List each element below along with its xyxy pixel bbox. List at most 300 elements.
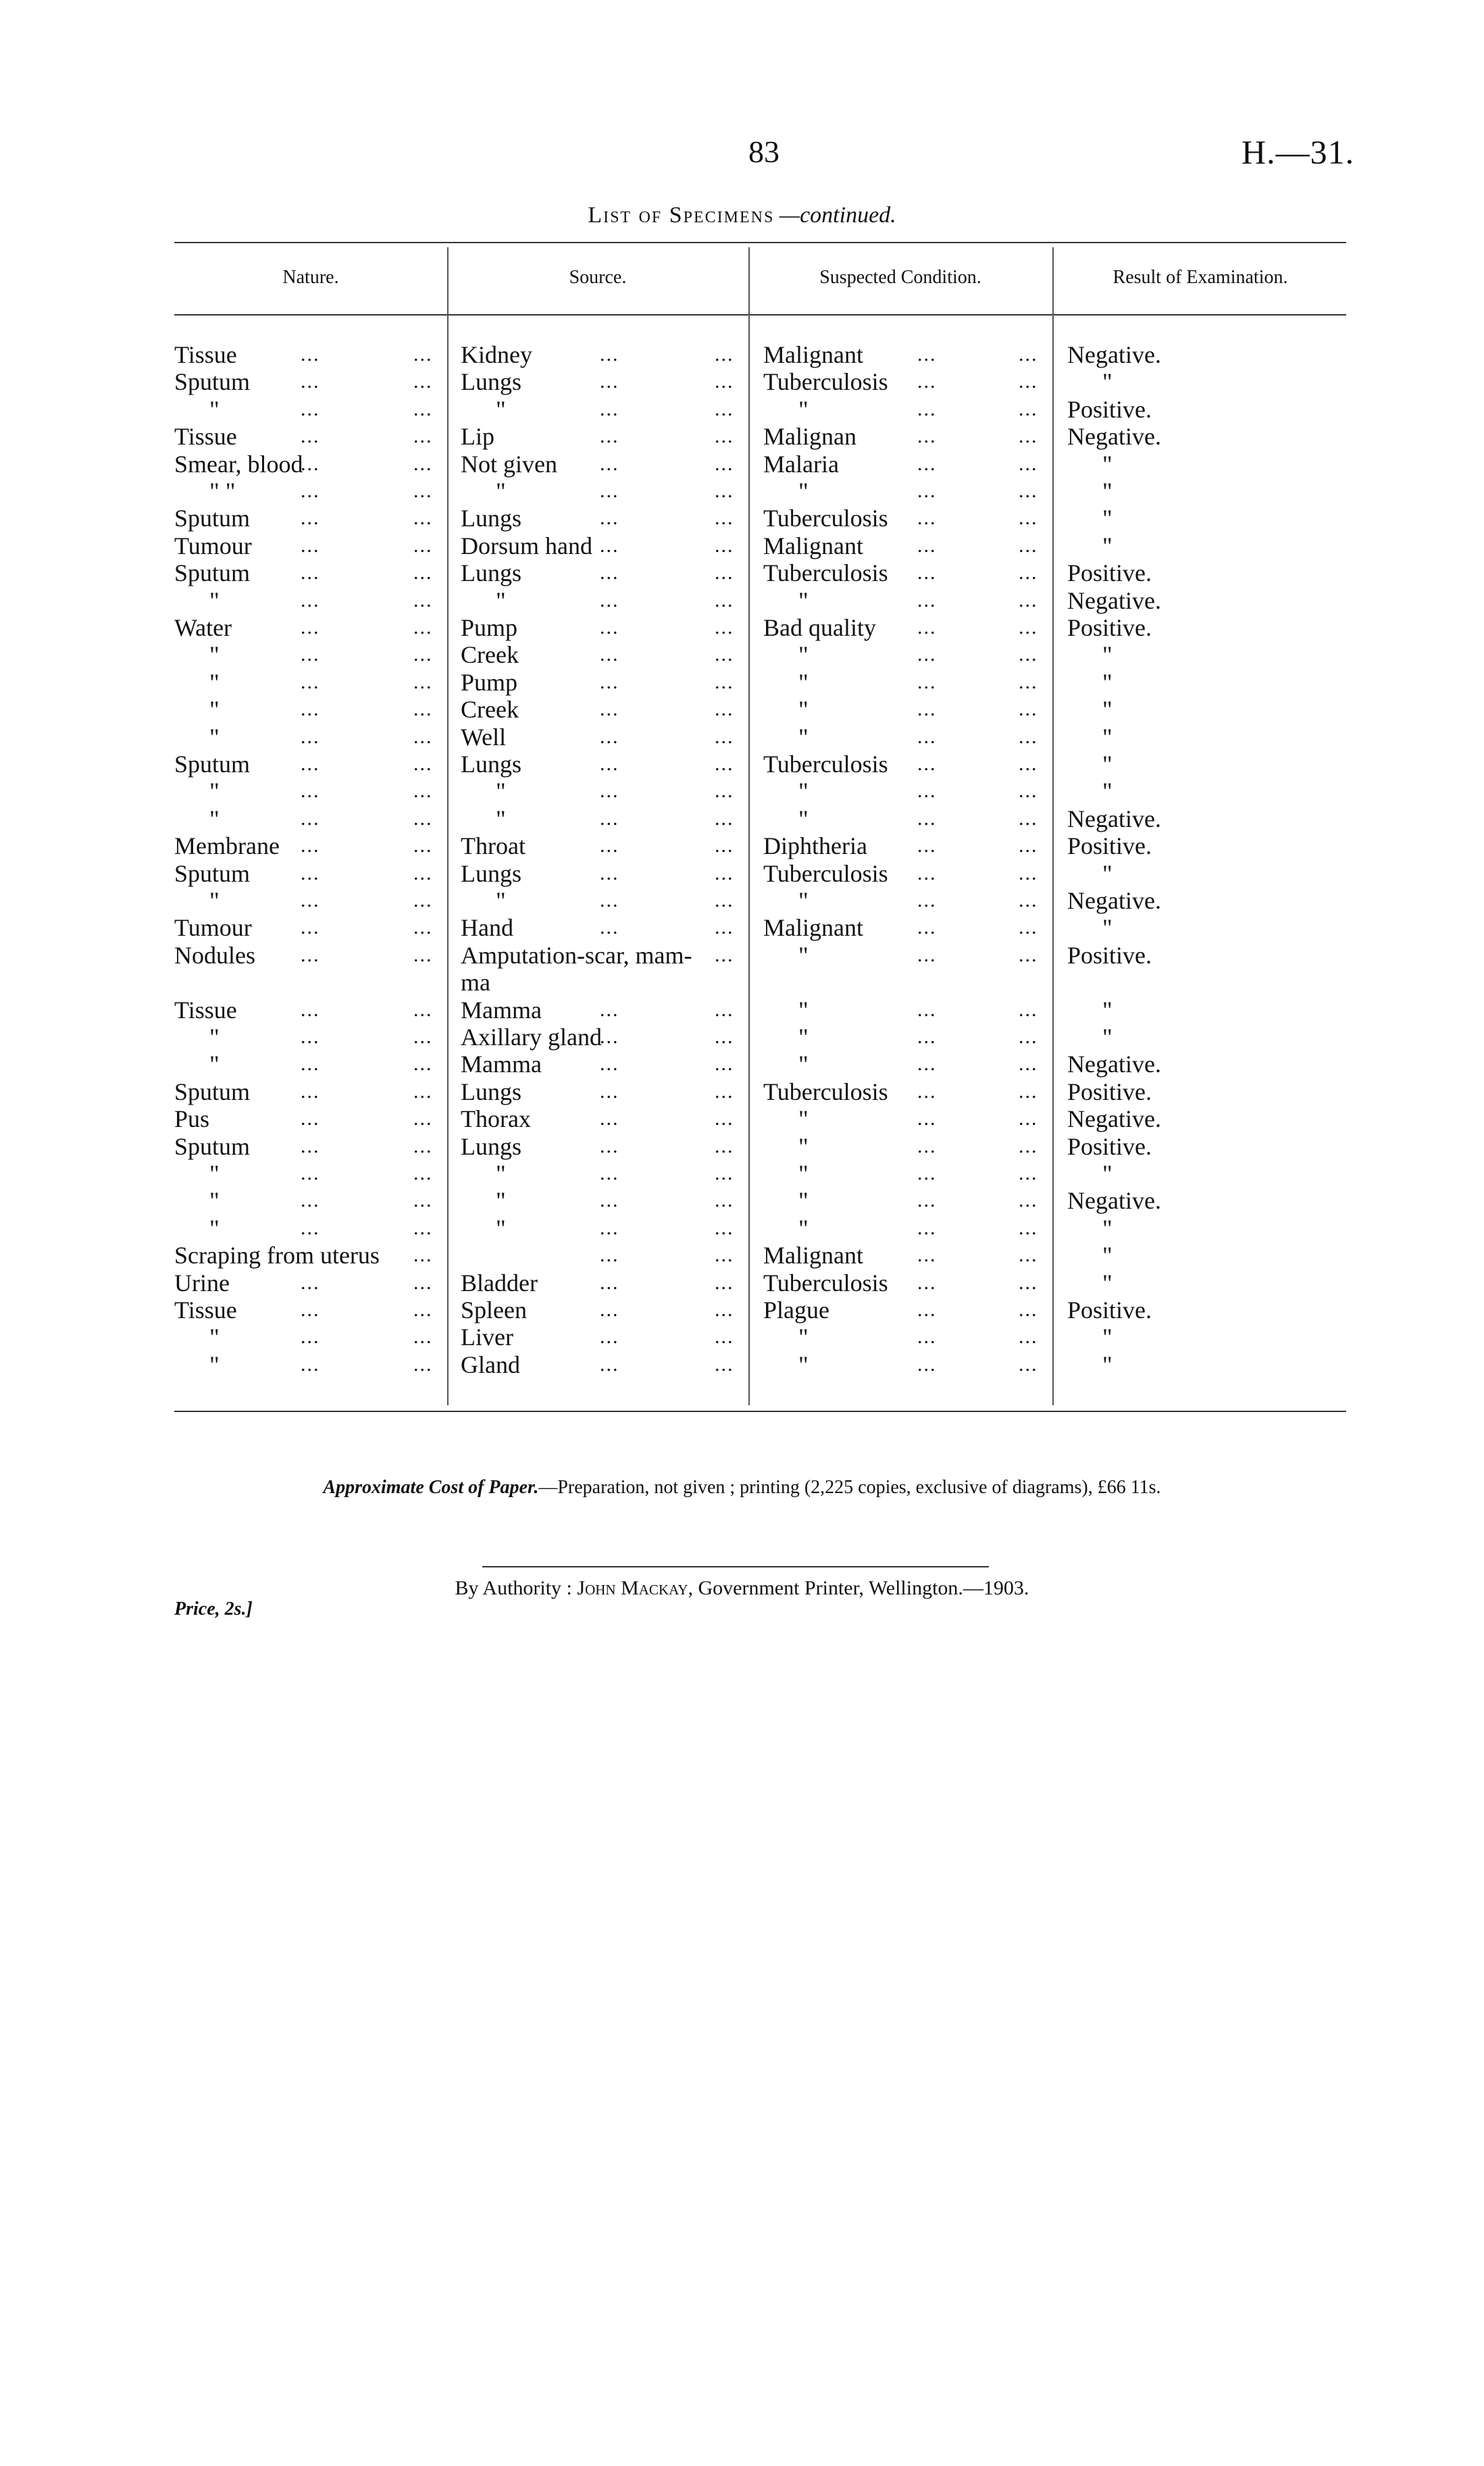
leader-dots: ... bbox=[301, 780, 320, 802]
cell-result: " bbox=[1102, 1351, 1112, 1378]
cell-source: Thorax bbox=[461, 1105, 531, 1132]
table-top-rule bbox=[174, 242, 1346, 243]
leader-dots: ... bbox=[301, 671, 320, 693]
leader-dots: ... bbox=[301, 698, 320, 720]
leader-dots: ... bbox=[600, 1272, 619, 1294]
leader-dots: ... bbox=[301, 916, 320, 938]
cell-condition: " bbox=[798, 641, 809, 668]
leader-dots: ... bbox=[715, 807, 734, 830]
leader-dots: ... bbox=[715, 643, 734, 665]
leader-dots: ... bbox=[600, 753, 619, 775]
table-row bbox=[0, 724, 1484, 751]
leader-dots: ... bbox=[715, 1162, 734, 1184]
leader-dots: ... bbox=[715, 1053, 734, 1075]
cost-note bbox=[0, 1477, 1484, 1499]
leader-dots: ... bbox=[600, 726, 619, 748]
leader-dots: ... bbox=[1019, 534, 1038, 557]
cell-source: Creek bbox=[461, 641, 519, 668]
table-row bbox=[0, 1242, 1484, 1269]
leader-dots: ... bbox=[917, 1299, 937, 1321]
cell-source: Lungs bbox=[461, 860, 521, 887]
cell-condition: Bad quality bbox=[763, 614, 876, 641]
leader-dots: ... bbox=[1019, 1162, 1038, 1184]
leader-dots: ... bbox=[1019, 507, 1038, 529]
cell-source: " bbox=[496, 1215, 506, 1242]
leader-dots: ... bbox=[301, 480, 320, 502]
leader-dots: ... bbox=[301, 616, 320, 638]
cell-result: " bbox=[1102, 1324, 1112, 1351]
cell-result: " bbox=[1102, 1215, 1112, 1242]
cell-result: " bbox=[1102, 696, 1112, 723]
leader-dots: ... bbox=[1019, 1189, 1038, 1211]
cell-nature: Scraping from uterus bbox=[174, 1242, 380, 1269]
leader-dots: ... bbox=[413, 1053, 433, 1075]
leader-dots: ... bbox=[600, 398, 619, 420]
cell-nature: " bbox=[209, 1024, 220, 1051]
leader-dots: ... bbox=[301, 753, 320, 775]
cell-source: Lungs bbox=[461, 1133, 521, 1160]
leader-dots: ... bbox=[917, 453, 937, 475]
table-row bbox=[0, 1351, 1484, 1378]
imprint-printer: John Mackay, bbox=[577, 1577, 693, 1599]
leader-dots: ... bbox=[1019, 643, 1038, 665]
leader-dots: ... bbox=[301, 1353, 320, 1376]
leader-dots: ... bbox=[917, 480, 937, 502]
leader-dots: ... bbox=[917, 889, 937, 911]
leader-dots: ... bbox=[917, 425, 937, 447]
table-row bbox=[0, 1324, 1484, 1351]
cell-condition: " bbox=[798, 587, 809, 614]
cell-condition: " bbox=[798, 669, 809, 696]
leader-dots: ... bbox=[715, 561, 734, 584]
leader-dots: ... bbox=[715, 589, 734, 611]
table-title-main: List of Specimens bbox=[588, 203, 775, 228]
leader-dots: ... bbox=[413, 1080, 433, 1103]
table-row bbox=[0, 614, 1484, 641]
cell-condition: " bbox=[798, 1324, 809, 1351]
cell-source: Kidney bbox=[461, 341, 532, 368]
table-row bbox=[0, 451, 1484, 478]
cell-nature: Sputum bbox=[174, 751, 251, 778]
leader-dots: ... bbox=[301, 889, 320, 911]
leader-dots: ... bbox=[917, 1217, 937, 1239]
leader-dots: ... bbox=[600, 425, 619, 447]
cell-condition: Diphtheria bbox=[763, 832, 867, 859]
cell-source: " bbox=[496, 1160, 506, 1187]
leader-dots: ... bbox=[1019, 616, 1038, 638]
table-row bbox=[0, 997, 1484, 1024]
table-row bbox=[0, 1297, 1484, 1324]
cell-nature: Membrane bbox=[174, 832, 280, 859]
leader-dots: ... bbox=[715, 862, 734, 884]
cell-result: " bbox=[1102, 751, 1112, 778]
leader-dots: ... bbox=[715, 425, 734, 447]
leader-dots: ... bbox=[600, 1080, 619, 1103]
leader-dots: ... bbox=[917, 1189, 937, 1211]
leader-dots: ... bbox=[413, 999, 433, 1021]
leader-dots: ... bbox=[413, 616, 433, 638]
leader-dots: ... bbox=[600, 507, 619, 529]
table-row bbox=[0, 914, 1484, 941]
cell-condition: Malignan bbox=[763, 423, 856, 450]
leader-dots: ... bbox=[715, 671, 734, 693]
cell-result: " bbox=[1102, 860, 1112, 887]
leader-dots: ... bbox=[1019, 1244, 1038, 1266]
cell-condition: " bbox=[798, 724, 809, 751]
leader-dots: ... bbox=[917, 1353, 937, 1376]
table-row bbox=[0, 478, 1484, 505]
leader-dots: ... bbox=[917, 1080, 937, 1103]
leader-dots: ... bbox=[413, 671, 433, 693]
cell-result: Positive. bbox=[1067, 1078, 1152, 1105]
cell-result: " bbox=[1102, 724, 1112, 751]
leader-dots: ... bbox=[1019, 671, 1038, 693]
leader-dots: ... bbox=[413, 1272, 433, 1294]
leader-dots: ... bbox=[600, 862, 619, 884]
leader-dots: ... bbox=[1019, 834, 1038, 857]
leader-dots: ... bbox=[301, 1162, 320, 1184]
leader-dots: ... bbox=[715, 1244, 734, 1266]
leader-dots: ... bbox=[917, 671, 937, 693]
leader-dots: ... bbox=[1019, 999, 1038, 1021]
leader-dots: ... bbox=[600, 343, 619, 366]
leader-dots: ... bbox=[600, 1135, 619, 1157]
leader-dots: ... bbox=[715, 1299, 734, 1321]
leader-dots: ... bbox=[600, 834, 619, 857]
leader-dots: ... bbox=[301, 425, 320, 447]
leader-dots: ... bbox=[1019, 1299, 1038, 1321]
leader-dots: ... bbox=[715, 343, 734, 366]
leader-dots: ... bbox=[600, 999, 619, 1021]
cell-result: " bbox=[1102, 641, 1112, 668]
cell-nature: Tissue bbox=[174, 997, 237, 1024]
cell-source: Well bbox=[461, 724, 507, 751]
cell-condition: " bbox=[798, 942, 809, 969]
leader-dots: ... bbox=[301, 1135, 320, 1157]
leader-dots: ... bbox=[413, 753, 433, 775]
cell-result: " bbox=[1102, 505, 1112, 532]
cell-condition: " bbox=[798, 1187, 809, 1214]
document-reference: H.—31. bbox=[1242, 133, 1355, 171]
cell-nature: " bbox=[209, 805, 220, 832]
cell-source: Gland bbox=[461, 1351, 520, 1378]
leader-dots: ... bbox=[413, 1026, 433, 1048]
leader-dots: ... bbox=[1019, 343, 1038, 366]
cell-condition: Tuberculosis bbox=[763, 505, 888, 532]
leader-dots: ... bbox=[413, 889, 433, 911]
table-row bbox=[0, 778, 1484, 805]
leader-dots: ... bbox=[917, 534, 937, 557]
cell-nature: Sputum bbox=[174, 1078, 251, 1105]
cell-result: " bbox=[1102, 1269, 1112, 1297]
table-row bbox=[0, 368, 1484, 395]
cell-condition: " bbox=[798, 696, 809, 723]
cell-source: Lungs bbox=[461, 751, 521, 778]
cell-nature: " bbox=[209, 1187, 220, 1214]
cell-source: Not given bbox=[461, 451, 557, 478]
cell-source: Bladder bbox=[461, 1269, 538, 1297]
table-row bbox=[0, 423, 1484, 450]
leader-dots: ... bbox=[1019, 807, 1038, 830]
leader-dots: ... bbox=[715, 1326, 734, 1348]
leader-dots: ... bbox=[715, 1189, 734, 1211]
leader-dots: ... bbox=[600, 1244, 619, 1266]
table-row bbox=[0, 1105, 1484, 1132]
cell-condition: " bbox=[798, 1133, 809, 1160]
cell-result: Negative. bbox=[1067, 1105, 1161, 1132]
leader-dots: ... bbox=[600, 1162, 619, 1184]
cell-condition: " bbox=[798, 1051, 809, 1078]
table-row bbox=[0, 1269, 1484, 1297]
leader-dots: ... bbox=[600, 453, 619, 475]
cell-result: Positive. bbox=[1067, 396, 1152, 423]
leader-dots: ... bbox=[1019, 425, 1038, 447]
leader-dots: ... bbox=[1019, 398, 1038, 420]
cell-condition: " bbox=[798, 805, 809, 832]
cell-nature: Sputum bbox=[174, 505, 251, 532]
leader-dots: ... bbox=[413, 1326, 433, 1348]
cell-result: Negative. bbox=[1067, 587, 1161, 614]
leader-dots: ... bbox=[301, 834, 320, 857]
cell-nature: " bbox=[209, 1160, 220, 1187]
cell-source: Lungs bbox=[461, 1078, 521, 1105]
leader-dots: ... bbox=[413, 780, 433, 802]
table-row bbox=[0, 860, 1484, 887]
leader-dots: ... bbox=[301, 534, 320, 557]
leader-dots: ... bbox=[1019, 889, 1038, 911]
cell-source: Lungs bbox=[461, 505, 521, 532]
leader-dots: ... bbox=[301, 589, 320, 611]
leader-dots: ... bbox=[600, 616, 619, 638]
cell-source: Creek bbox=[461, 696, 519, 723]
leader-dots: ... bbox=[917, 999, 937, 1021]
leader-dots: ... bbox=[1019, 370, 1038, 393]
leader-dots: ... bbox=[600, 671, 619, 693]
leader-dots: ... bbox=[715, 534, 734, 557]
leader-dots: ... bbox=[917, 780, 937, 802]
leader-dots: ... bbox=[1019, 780, 1038, 802]
cell-result: " bbox=[1102, 997, 1112, 1024]
leader-dots: ... bbox=[413, 1299, 433, 1321]
table-row bbox=[0, 505, 1484, 532]
cell-source: " bbox=[496, 778, 506, 805]
cell-condition: " bbox=[798, 1024, 809, 1051]
leader-dots: ... bbox=[917, 1162, 937, 1184]
cell-condition: Malaria bbox=[763, 451, 839, 478]
leader-dots: ... bbox=[413, 1244, 433, 1266]
cell-nature: " bbox=[209, 1051, 220, 1078]
leader-dots: ... bbox=[600, 643, 619, 665]
cell-condition: Tuberculosis bbox=[763, 860, 888, 887]
leader-dots: ... bbox=[1019, 1107, 1038, 1130]
leader-dots: ... bbox=[301, 999, 320, 1021]
table-row bbox=[0, 559, 1484, 586]
leader-dots: ... bbox=[600, 698, 619, 720]
leader-dots: ... bbox=[917, 807, 937, 830]
cell-condition: " bbox=[798, 997, 809, 1024]
leader-dots: ... bbox=[301, 561, 320, 584]
leader-dots: ... bbox=[715, 889, 734, 911]
header-bottom-rule bbox=[174, 314, 1346, 316]
leader-dots: ... bbox=[1019, 1053, 1038, 1075]
cell-condition: Tuberculosis bbox=[763, 559, 888, 586]
leader-dots: ... bbox=[413, 507, 433, 529]
leader-dots: ... bbox=[1019, 698, 1038, 720]
cell-result: Positive. bbox=[1067, 942, 1152, 969]
leader-dots: ... bbox=[600, 807, 619, 830]
leader-dots: ... bbox=[917, 370, 937, 393]
leader-dots: ... bbox=[917, 1272, 937, 1294]
cell-result: " bbox=[1102, 1160, 1112, 1187]
cell-result: Negative. bbox=[1067, 887, 1161, 914]
cell-result: Positive. bbox=[1067, 1133, 1152, 1160]
leader-dots: ... bbox=[600, 561, 619, 584]
cell-result: Negative. bbox=[1067, 1187, 1161, 1214]
leader-dots: ... bbox=[600, 589, 619, 611]
leader-dots: ... bbox=[600, 480, 619, 502]
leader-dots: ... bbox=[600, 1107, 619, 1130]
leader-dots: ... bbox=[917, 561, 937, 584]
cell-source: Throat bbox=[461, 832, 526, 859]
leader-dots: ... bbox=[600, 1217, 619, 1239]
leader-dots: ... bbox=[301, 1299, 320, 1321]
leader-dots: ... bbox=[413, 1217, 433, 1239]
leader-dots: ... bbox=[715, 398, 734, 420]
leader-dots: ... bbox=[413, 589, 433, 611]
cell-result: Positive. bbox=[1067, 559, 1152, 586]
table-row bbox=[0, 1024, 1484, 1051]
table-row bbox=[0, 1078, 1484, 1105]
cell-result: Positive. bbox=[1067, 1297, 1152, 1324]
leader-dots: ... bbox=[1019, 1080, 1038, 1103]
leader-dots: ... bbox=[600, 534, 619, 557]
leader-dots: ... bbox=[301, 370, 320, 393]
cell-source: Pump bbox=[461, 669, 518, 696]
leader-dots: ... bbox=[1019, 1353, 1038, 1376]
cell-nature: " bbox=[209, 696, 220, 723]
leader-dots: ... bbox=[715, 698, 734, 720]
table-row bbox=[0, 1215, 1484, 1242]
cell-source: Axillary gland bbox=[461, 1024, 602, 1051]
leader-dots: ... bbox=[715, 1353, 734, 1376]
leader-dots: ... bbox=[600, 370, 619, 393]
cell-result: " bbox=[1102, 778, 1112, 805]
leader-dots: ... bbox=[413, 343, 433, 366]
leader-dots: ... bbox=[917, 507, 937, 529]
price: Price, 2s.] bbox=[174, 1599, 253, 1619]
cell-nature: Pus bbox=[174, 1105, 210, 1132]
cell-source: Hand bbox=[461, 914, 513, 941]
leader-dots: ... bbox=[413, 916, 433, 938]
leader-dots: ... bbox=[600, 1053, 619, 1075]
leader-dots: ... bbox=[917, 944, 937, 966]
cell-source: ma bbox=[461, 969, 490, 996]
cell-source: " bbox=[496, 805, 506, 832]
cell-condition: Tuberculosis bbox=[763, 1269, 888, 1297]
leader-dots: ... bbox=[1019, 1326, 1038, 1348]
table-title bbox=[0, 203, 1484, 228]
cell-nature: " bbox=[209, 778, 220, 805]
leader-dots: ... bbox=[715, 726, 734, 748]
leader-dots: ... bbox=[1019, 862, 1038, 884]
cell-result: " bbox=[1102, 1242, 1112, 1269]
cell-condition: " bbox=[798, 396, 809, 423]
header-source: Source. bbox=[569, 267, 627, 288]
table-row bbox=[0, 396, 1484, 423]
leader-dots: ... bbox=[413, 944, 433, 966]
leader-dots: ... bbox=[917, 916, 937, 938]
leader-dots: ... bbox=[1019, 561, 1038, 584]
cell-nature: " bbox=[209, 396, 220, 423]
cell-condition: " bbox=[798, 778, 809, 805]
cell-condition: " bbox=[798, 1160, 809, 1187]
leader-dots: ... bbox=[413, 1353, 433, 1376]
cost-text: —Preparation, not given ; printing (2,225 copies, exclusive of diagrams), £66 11s. bbox=[538, 1477, 1161, 1498]
leader-dots: ... bbox=[413, 1135, 433, 1157]
table-row bbox=[0, 641, 1484, 668]
cell-result: Negative. bbox=[1067, 1051, 1161, 1078]
cell-source: " bbox=[496, 587, 506, 614]
leader-dots: ... bbox=[1019, 589, 1038, 611]
cell-nature: " bbox=[209, 724, 220, 751]
cell-source: Mamma bbox=[461, 997, 542, 1024]
table-row bbox=[0, 887, 1484, 914]
leader-dots: ... bbox=[600, 889, 619, 911]
cell-source: Mamma bbox=[461, 1051, 542, 1078]
table-bottom-rule bbox=[174, 1411, 1346, 1412]
cell-nature: Nodules bbox=[174, 942, 255, 969]
leader-dots: ... bbox=[917, 698, 937, 720]
leader-dots: ... bbox=[301, 862, 320, 884]
table-row bbox=[0, 1187, 1484, 1214]
leader-dots: ... bbox=[1019, 916, 1038, 938]
cell-nature: Smear, blood bbox=[174, 451, 303, 478]
cell-result: " bbox=[1102, 914, 1112, 941]
leader-dots: ... bbox=[301, 1053, 320, 1075]
cell-result: " bbox=[1102, 1024, 1112, 1051]
cell-source: Lungs bbox=[461, 559, 521, 586]
table-row bbox=[0, 832, 1484, 859]
leader-dots: ... bbox=[715, 944, 734, 966]
leader-dots: ... bbox=[715, 1080, 734, 1103]
leader-dots: ... bbox=[1019, 753, 1038, 775]
leader-dots: ... bbox=[301, 507, 320, 529]
cell-nature: " bbox=[209, 1351, 220, 1378]
table-row bbox=[0, 669, 1484, 696]
leader-dots: ... bbox=[301, 944, 320, 966]
leader-dots: ... bbox=[1019, 1217, 1038, 1239]
leader-dots: ... bbox=[413, 834, 433, 857]
leader-dots: ... bbox=[917, 616, 937, 638]
cell-nature: " " bbox=[209, 478, 236, 505]
leader-dots: ... bbox=[301, 1217, 320, 1239]
cell-result: " bbox=[1102, 669, 1112, 696]
cell-source: Lip bbox=[461, 423, 494, 450]
cell-source: Dorsum hand bbox=[461, 532, 592, 559]
leader-dots: ... bbox=[301, 398, 320, 420]
leader-dots: ... bbox=[1019, 944, 1038, 966]
cell-nature: Water bbox=[174, 614, 232, 641]
leader-dots: ... bbox=[301, 1189, 320, 1211]
leader-dots: ... bbox=[413, 480, 433, 502]
cell-result: Negative. bbox=[1067, 423, 1161, 450]
cell-source: " bbox=[496, 396, 506, 423]
table-row bbox=[0, 1051, 1484, 1078]
leader-dots: ... bbox=[600, 1189, 619, 1211]
cell-condition: Tuberculosis bbox=[763, 368, 888, 395]
imprint-rule bbox=[482, 1566, 989, 1567]
leader-dots: ... bbox=[715, 453, 734, 475]
